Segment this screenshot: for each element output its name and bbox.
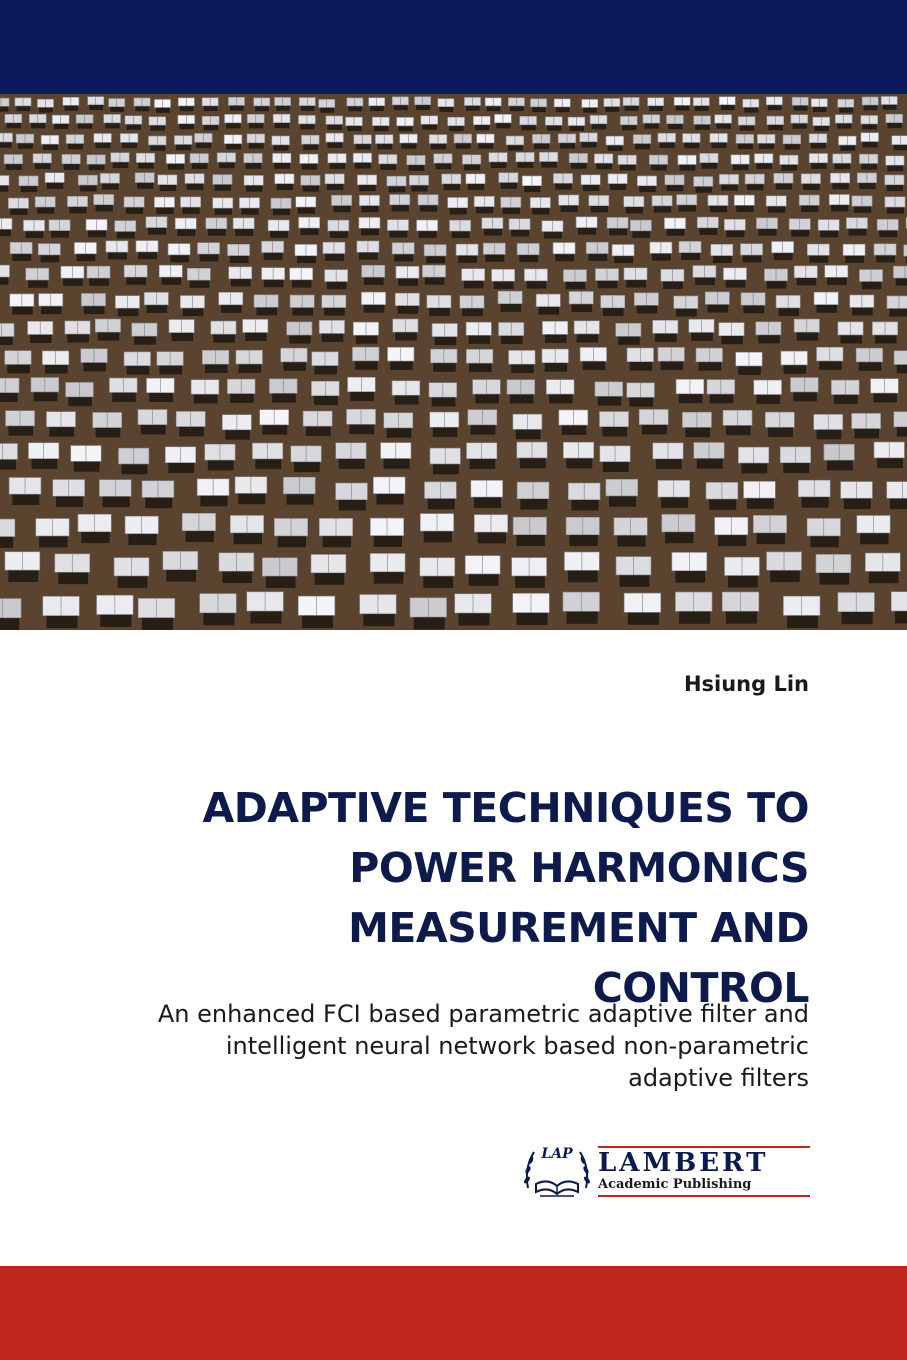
book-subtitle — [49, 998, 809, 1094]
heliostat-mirror — [892, 136, 907, 145]
title-line: MEASUREMENT AND — [348, 904, 809, 952]
heliostat-mirror — [0, 599, 21, 618]
heliostat-mirror — [887, 296, 907, 308]
heliostat-mirror — [0, 218, 12, 229]
title-line: ADAPTIVE TECHNIQUES TO — [202, 784, 809, 832]
cover-photo — [0, 94, 907, 630]
heliostat-mirror — [887, 482, 907, 499]
heliostat-mirror — [0, 378, 19, 392]
emblem-text: LAP — [541, 1146, 573, 1162]
book-title — [49, 778, 809, 1018]
book-laurel-icon — [518, 1138, 596, 1204]
publisher-subname: Academic Publishing — [598, 1177, 752, 1192]
heliostat-mirror — [0, 175, 9, 185]
subtitle-line: An enhanced FCI based parametric adaptive filter and — [157, 1000, 809, 1028]
heliostat-mirror — [0, 323, 14, 336]
heliostat-mirror — [0, 133, 13, 142]
title-line: POWER HARMONICS — [349, 844, 809, 892]
bottom-color-band — [0, 1266, 907, 1360]
subtitle-line: intelligent neural network based non-parametric — [225, 1032, 809, 1060]
divider — [598, 1195, 810, 1197]
title-line: CONTROL — [592, 964, 809, 1012]
author-name: Hsiung Lin — [683, 672, 809, 696]
heliostat-field-image — [0, 94, 907, 630]
publisher-name: LAMBERT — [598, 1148, 769, 1178]
heliostat-mirror — [0, 265, 9, 277]
top-color-band — [0, 0, 907, 94]
heliostat-mirror — [0, 444, 18, 460]
publisher-text — [598, 1146, 812, 1197]
subtitle-line: adaptive filters — [628, 1064, 809, 1092]
publisher-logo — [518, 1138, 818, 1204]
heliostat-mirror — [894, 412, 907, 427]
heliostat-mirror — [0, 98, 9, 106]
heliostat-mirror — [0, 519, 15, 536]
heliostat-mirror — [891, 592, 907, 611]
heliostat-mirror — [894, 351, 907, 365]
